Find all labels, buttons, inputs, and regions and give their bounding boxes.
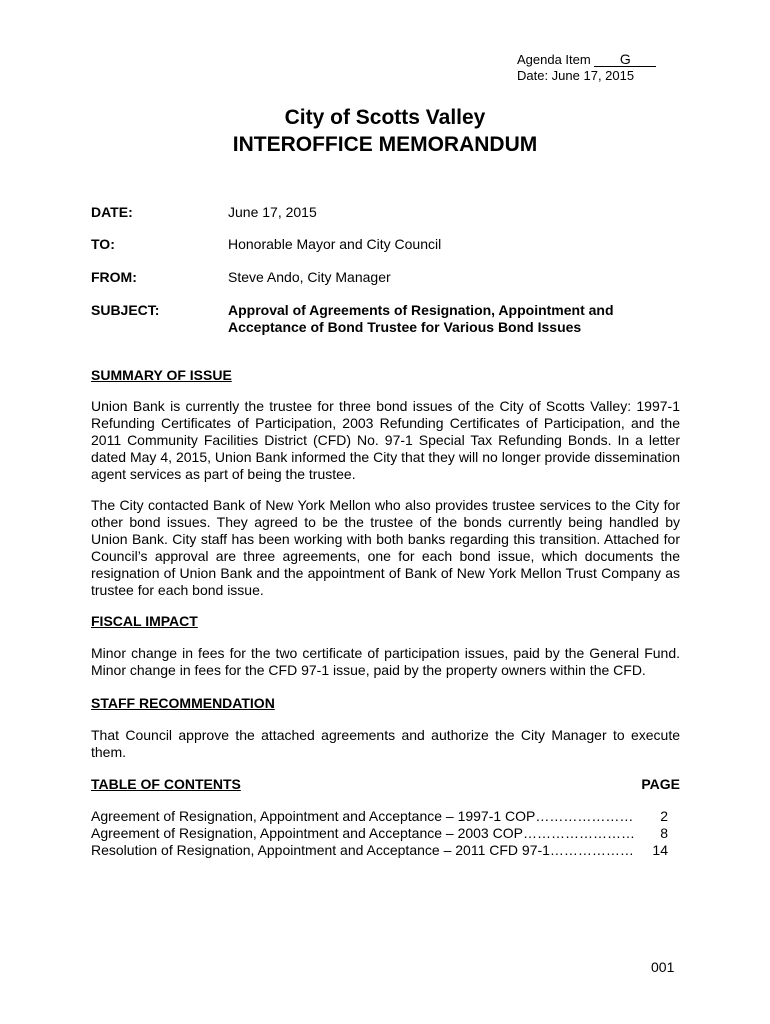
from-value: Steve Ando, City Manager	[228, 269, 391, 285]
subject-line-2: Acceptance of Bond Trustee for Various Bond Issues	[228, 319, 582, 335]
toc-list	[91, 808, 680, 859]
date-value: June 17, 2015	[228, 204, 317, 220]
fiscal-paragraph: Minor change in fees for the two certificate of participation issues, paid by the General Fund. Minor change in fees for the CFD 97-1 issue, paid by the property owners within the CFD.	[91, 645, 680, 678]
summary-paragraph-2: The City contacted Bank of New York Mellon who also provides trustee services to the City for other bond issues. They agreed to be the trustee of the bonds currently being handled by Union Bank. City staff has been working with both banks regarding this transition. Attached for Council’s approval are three agreements, one for each bond issue, which documents the resignation of Union Bank and the appointment of Bank of New York Mellon Trust Company as trustee for each bond issue.	[91, 497, 680, 598]
subject-label: SUBJECT:	[91, 302, 160, 318]
agenda-block	[517, 52, 656, 84]
toc-entry-page: 2	[660, 808, 668, 824]
toc-page-heading: PAGE	[641, 776, 680, 792]
to-label: TO:	[91, 236, 115, 252]
memo-title	[0, 104, 770, 158]
page-number: 001	[651, 959, 675, 975]
fiscal-heading: FISCAL IMPACT	[91, 613, 198, 629]
summary-heading: SUMMARY OF ISSUE	[91, 367, 232, 383]
from-label: FROM:	[91, 269, 137, 285]
toc-entry-title: Agreement of Resignation, Appointment and Acceptance – 1997-1 COP…………………	[91, 808, 634, 824]
toc-row	[91, 808, 680, 825]
to-value: Honorable Mayor and City Council	[228, 236, 442, 252]
agenda-item-label: Agenda Item	[517, 52, 591, 67]
toc-entry-title: Resolution of Resignation, Appointment and Acceptance – 2011 CFD 97-1………………	[91, 842, 634, 858]
agenda-date: Date: June 17, 2015	[517, 68, 635, 83]
date-label: DATE:	[91, 204, 133, 220]
title-memo: INTEROFFICE MEMORANDUM	[232, 133, 538, 156]
agenda-item-line	[517, 52, 656, 68]
toc-header	[91, 776, 680, 793]
subject-value	[228, 302, 688, 336]
staff-paragraph: That Council approve the attached agreements and authorize the City Manager to execute them.	[91, 727, 680, 760]
toc-entry-page: 14	[652, 842, 668, 858]
toc-entry-page: 8	[660, 825, 668, 841]
staff-heading: STAFF RECOMMENDATION	[91, 695, 275, 711]
toc-heading: TABLE OF CONTENTS	[91, 776, 241, 792]
subject-line-1: Approval of Agreements of Resignation, Appointment and	[228, 302, 614, 318]
summary-paragraph-1: Union Bank is currently the trustee for three bond issues of the City of Scotts Valley: 1997-1 Refunding Certificates of Participation, 2003 Refunding Certificates of Participation, and the 2011 Community Facilities District (CFD) No. 97-1 Special Tax Refunding Bonds. In a letter dated May 4, 2015, Union Bank informed the City that they will no longer provide dissemination agent services as part of being the trustee.	[91, 398, 680, 482]
toc-row	[91, 825, 680, 842]
toc-entry-title: Agreement of Resignation, Appointment and Acceptance – 2003 COP……………………	[91, 825, 635, 841]
agenda-item-value: G	[594, 53, 656, 67]
toc-row	[91, 842, 680, 859]
title-city: City of Scotts Valley	[284, 106, 486, 129]
